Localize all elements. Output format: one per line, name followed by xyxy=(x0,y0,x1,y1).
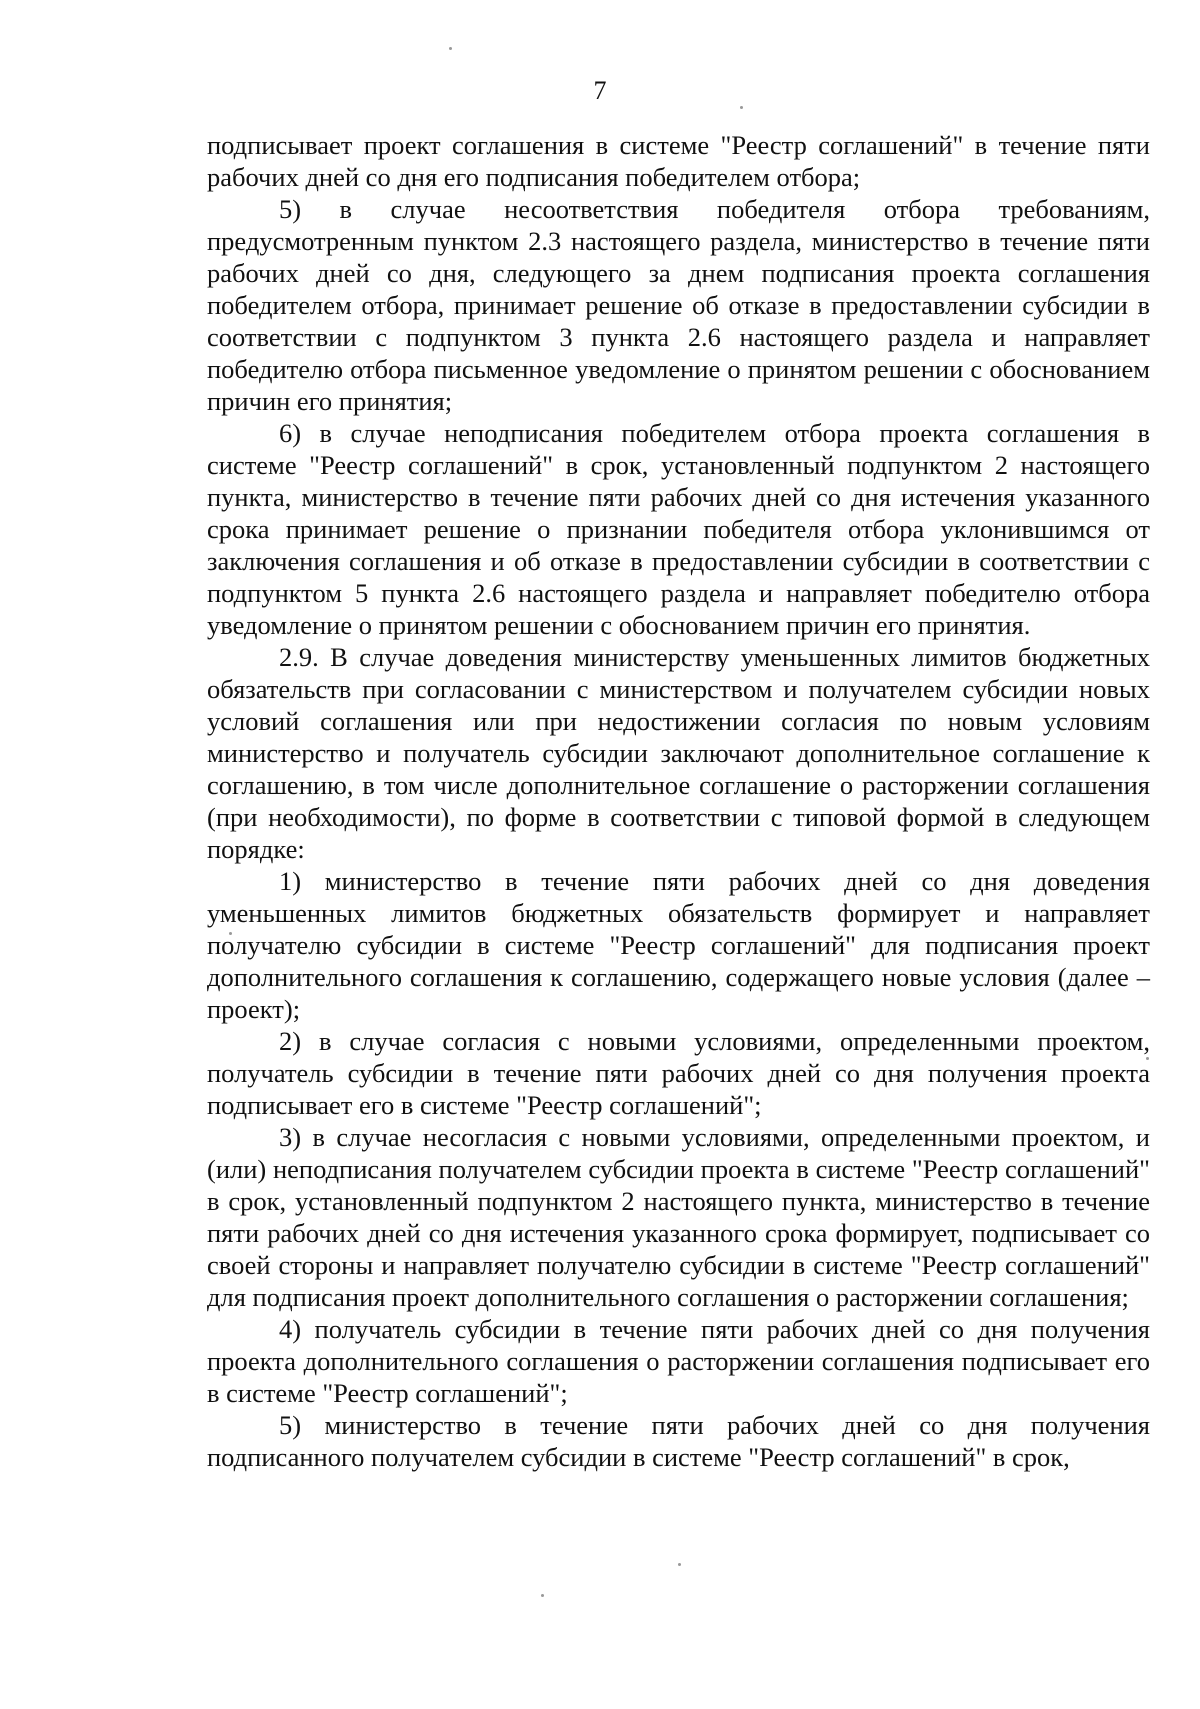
scan-speck xyxy=(740,106,743,109)
paragraph-subitem-2: 2) в случае согласия с новыми условиями, определенными проектом, получатель субсидии в течение пяти рабочих дней со дня получения проекта подписывает его в системе "Реестр соглашений"; xyxy=(207,1026,1150,1120)
paragraph-item-5: 5) в случае несоответствия победителя отбора требованиям, предусмотренным пунктом 2.3 настоящего раздела, министерство в течение пяти рабочих дней со дня, следующего за днем подписания проекта соглашения победителем отбора, принимает решение об отказе в предоставлении субсидии в соответствии с подпунктом 3 пункта 2.6 настоящего раздела и направляет победителю отбора письменное уведомление о принятом решении с обоснованием причин его принятия; xyxy=(207,194,1150,416)
scan-speck xyxy=(541,1594,544,1597)
paragraph-subitem-5: 5) министерство в течение пяти рабочих дней со дня получения подписанного получателем субсидии в системе "Реестр соглашений" в срок, xyxy=(207,1410,1150,1472)
paragraph-subitem-3: 3) в случае несогласия с новыми условиями, определенными проектом, и (или) неподписания получателем субсидии проекта в системе "Реестр соглашений" в срок, установленный подпунктом 2 настоящего пункта, министерство в течение пяти рабочих дней со дня истечения указанного срока формирует, подписывает со своей стороны и направляет получателю субсидии в системе "Реестр соглашений" для подписания проект дополнительного соглашения о расторжении соглашения; xyxy=(207,1122,1150,1312)
document-body xyxy=(207,129,1150,1473)
paragraph-item-6: 6) в случае неподписания победителем отбора проекта соглашения в системе "Реестр соглашений" в срок, установленный подпунктом 2 настоящего пункта, министерство в течение пяти рабочих дней со дня истечения указанного срока принимает решение о признании победителя отбора уклонившимся от заключения соглашения и об отказе в предоставлении субсидии в соответствии с подпунктом 5 пункта 2.6 настоящего раздела и направляет победителю отбора уведомление о принятом решении с обоснованием причин его принятия. xyxy=(207,418,1150,640)
scan-speck xyxy=(678,1563,681,1566)
paragraph-clause-2-9: 2.9. В случае доведения министерству уменьшенных лимитов бюджетных обязательств при согласовании с министерством и получателем субсидии новых условий соглашения или при недостижении согласия по новым условиям министерство и получатель субсидии заключают дополнительное соглашение к соглашению, в том числе дополнительное соглашение о расторжении соглашения (при необходимости), по форме в соответствии с типовой формой в следующем порядке: xyxy=(207,642,1150,864)
paragraph-subitem-1: 1) министерство в течение пяти рабочих дней со дня доведения уменьшенных лимитов бюджетных обязательств формирует и направляет получателю субсидии в системе "Реестр соглашений" для подписания проект дополнительного соглашения к соглашению, содержащего новые условия (далее – проект); xyxy=(207,866,1150,1024)
scan-speck xyxy=(449,47,452,50)
page-number: 7 xyxy=(593,76,607,105)
paragraph-continuation: подписывает проект соглашения в системе "Реестр соглашений" в течение пяти рабочих дней со дня его подписания победителем отбора; xyxy=(207,130,1150,192)
paragraph-subitem-4: 4) получатель субсидии в течение пяти рабочих дней со дня получения проекта дополнительного соглашения о расторжении соглашения подписывает его в системе "Реестр соглашений"; xyxy=(207,1314,1150,1408)
